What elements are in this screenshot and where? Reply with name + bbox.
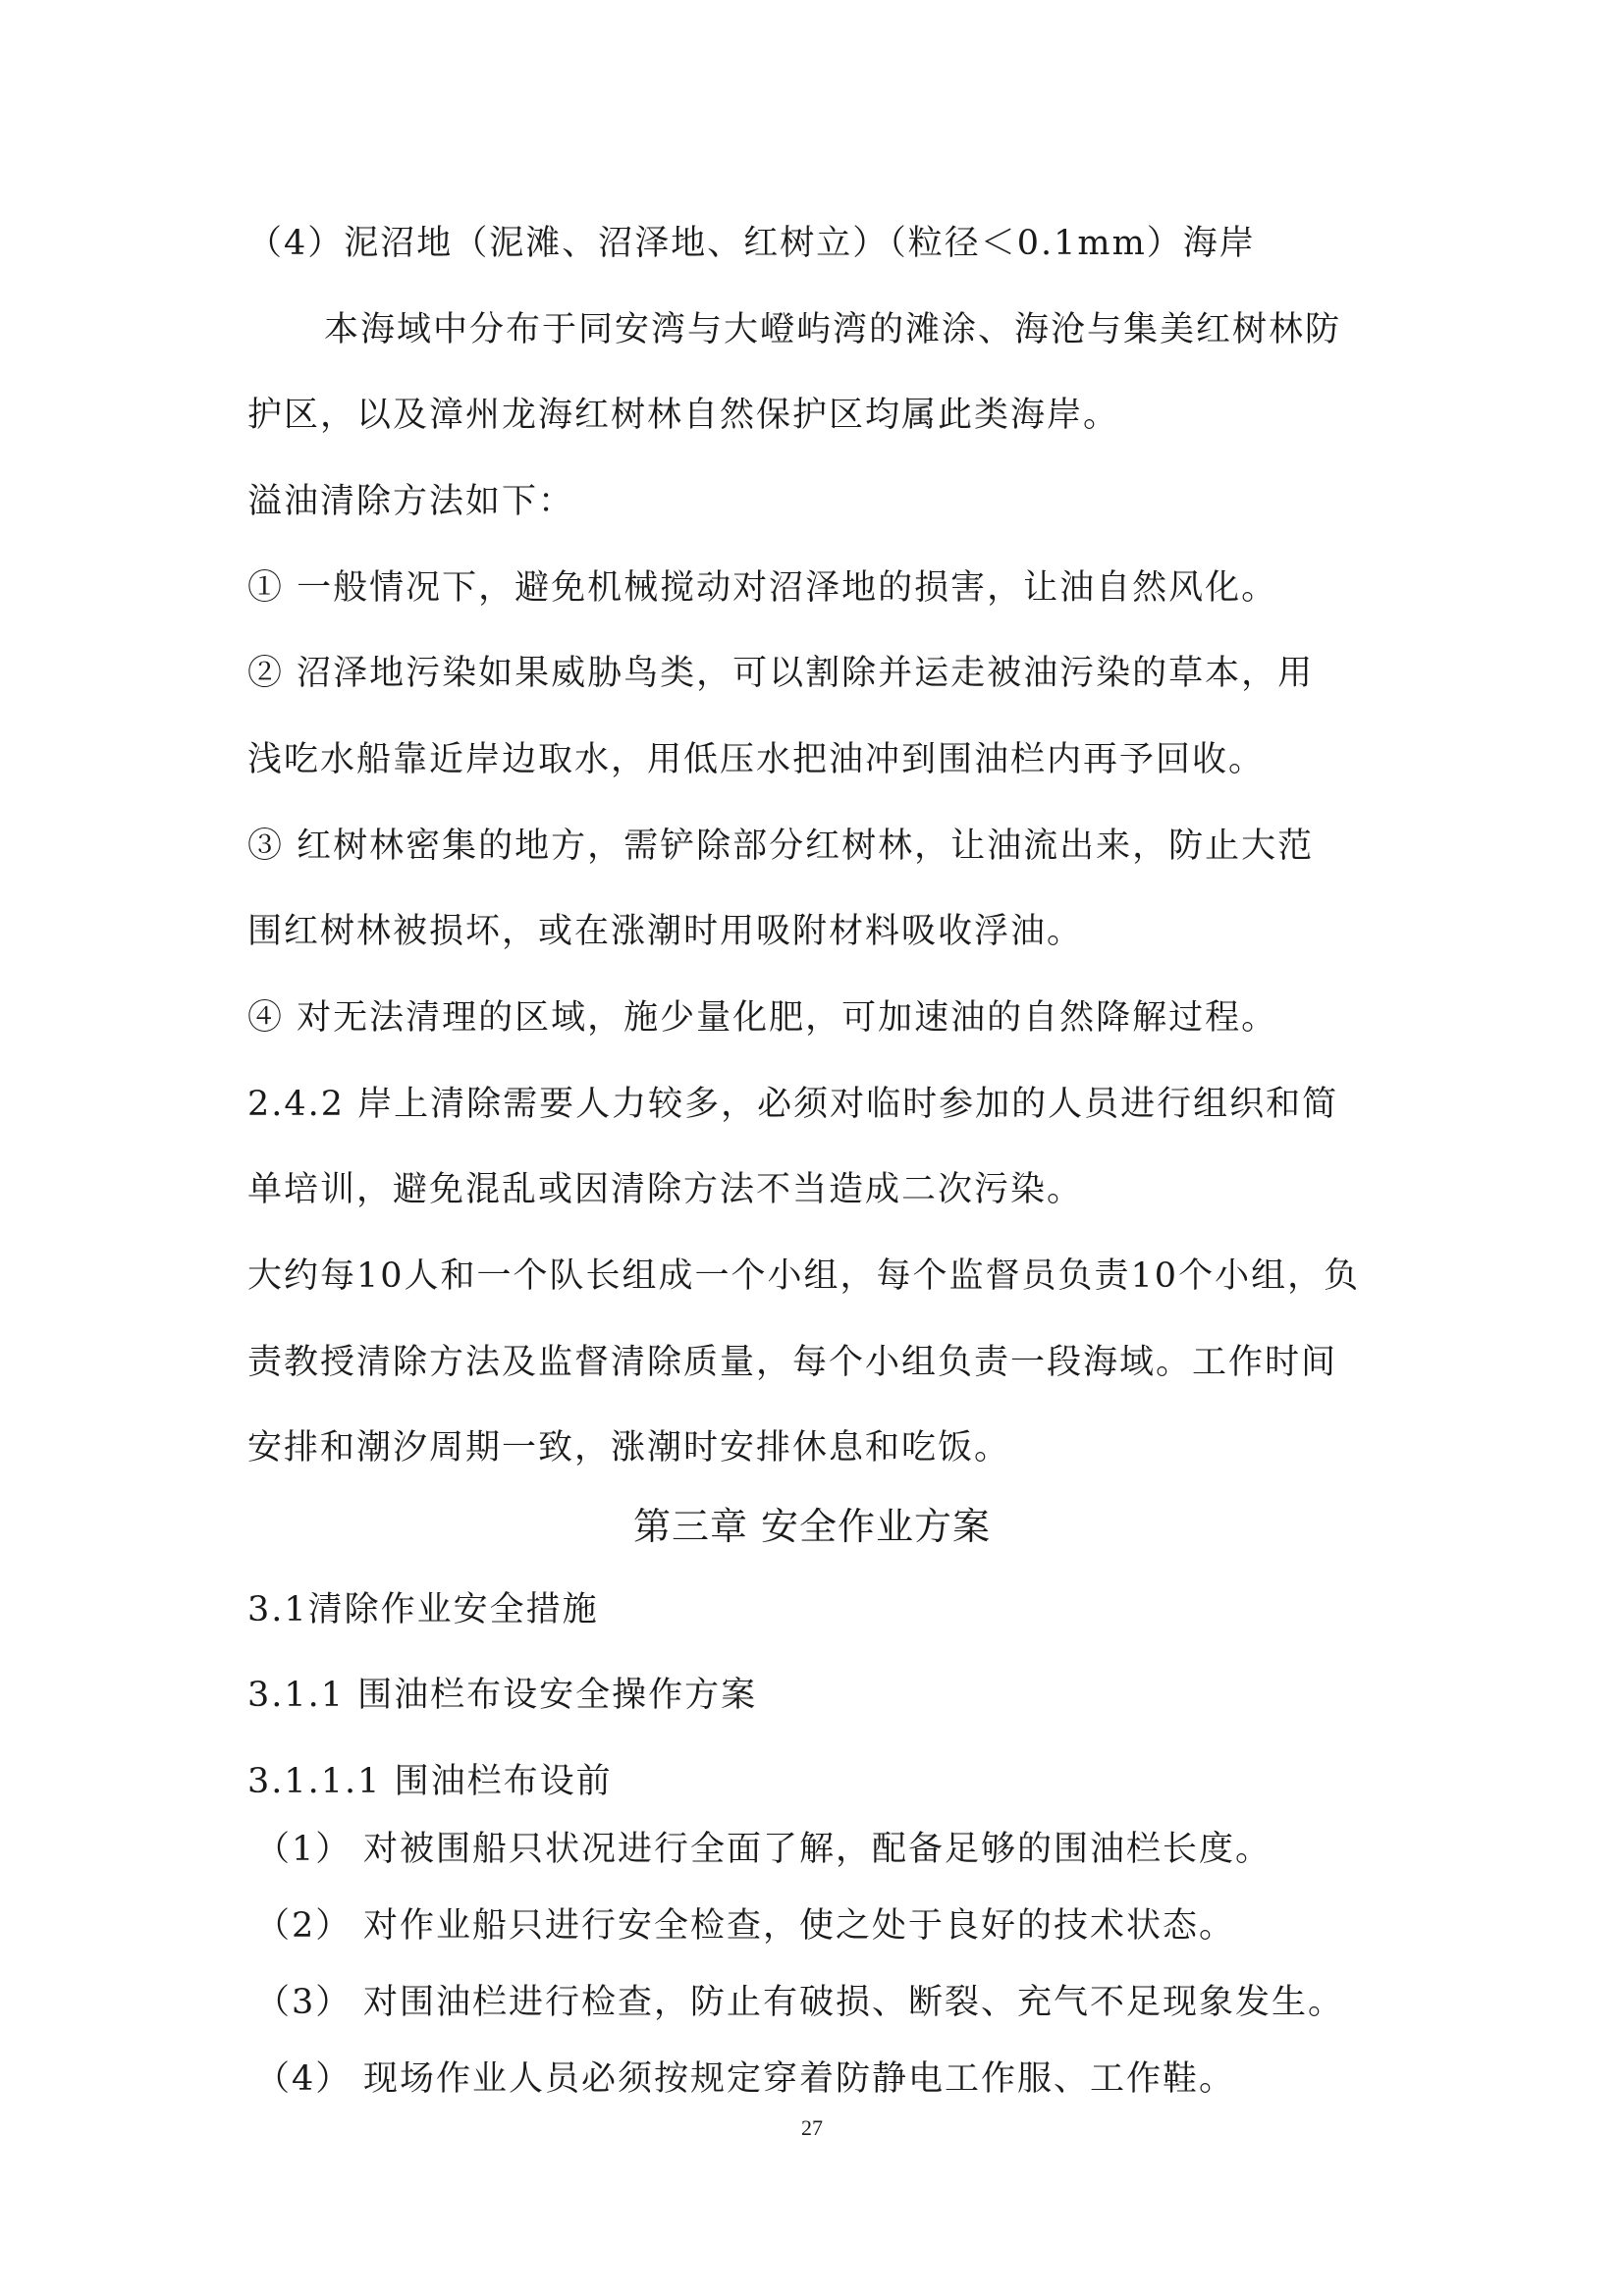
- list-item: [255, 1981, 1394, 2024]
- list-item-text: 对被围船只状况进行全面了解，配备足够的围油栏长度。: [363, 1830, 1272, 1869]
- list-item-number: （3）: [255, 1983, 352, 2022]
- section-heading: 3.1清除作业安全措施: [247, 1590, 599, 1629]
- subsection-heading-mudflat-coast: （4）泥沼地（泥滩、沼泽地、红树立）（粒径＜0.1mm）海岸: [247, 224, 1256, 263]
- paragraph-line: ③ 红树林密集的地方，需铲除部分红树林，让油流出来，防止大范: [247, 827, 1315, 866]
- paragraph-line: ② 沼泽地污染如果威胁鸟类，可以割除并运走被油污染的草本，用: [247, 654, 1315, 693]
- list-item: [255, 1904, 1394, 1948]
- paragraph-line: ④ 对无法清理的区域，施少量化肥，可加速油的自然降解过程。: [247, 998, 1278, 1038]
- chapter-title: 第三章 安全作业方案: [632, 1505, 992, 1548]
- paragraph-line: 单培训，避免混乱或因清除方法不当造成二次污染。: [247, 1170, 1084, 1209]
- paragraph-line: 本海域中分布于同安湾与大嶝屿湾的滩涂、海沧与集美红树林防: [324, 310, 1342, 349]
- list-item-number: （1）: [255, 1830, 352, 1869]
- list-item-text: 对围油栏进行检查，防止有破损、断裂、充气不足现象发生。: [363, 1983, 1345, 2022]
- paragraph-line: 2.4.2 岸上清除需要人力较多，必须对临时参加的人员进行组织和简: [247, 1085, 1339, 1124]
- paragraph-line: 护区，以及漳州龙海红树林自然保护区均属此类海岸。: [247, 396, 1120, 435]
- paragraph-line: 浅吃水船靠近岸边取水，用低压水把油冲到围油栏内再予回收。: [247, 740, 1266, 779]
- paragraph-line: 围红树林被损坏，或在涨潮时用吸附材料吸收浮油。: [247, 912, 1084, 951]
- list-item: [255, 1828, 1394, 1871]
- list-item-number: （2）: [255, 1906, 352, 1946]
- paragraph-line: 责教授清除方法及监督清除质量，每个小组负责一段海域。工作时间: [247, 1343, 1338, 1382]
- section-heading: 3.1.1 围油栏布设安全操作方案: [247, 1676, 758, 1715]
- list-item: [255, 2057, 1394, 2101]
- paragraph-line: ① 一般情况下，避免机械搅动对沼泽地的损害，让油自然风化。: [247, 568, 1278, 608]
- paragraph-line: 大约每10人和一个队长组成一个小组，每个监督员负责10个小组，负: [247, 1256, 1361, 1296]
- paragraph-line: 溢油清除方法如下：: [247, 482, 575, 521]
- paragraph-line: 安排和潮汐周期一致，涨潮时安排休息和吃饭。: [247, 1428, 1011, 1468]
- list-item-text: 现场作业人员必须按规定穿着防静电工作服、工作鞋。: [363, 2059, 1236, 2099]
- list-item-number: （4）: [255, 2059, 352, 2099]
- page-number: 27: [801, 2115, 823, 2140]
- section-heading: 3.1.1.1 围油栏布设前: [247, 1762, 613, 1801]
- list-item-text: 对作业船只进行安全检查，使之处于良好的技术状态。: [363, 1906, 1236, 1946]
